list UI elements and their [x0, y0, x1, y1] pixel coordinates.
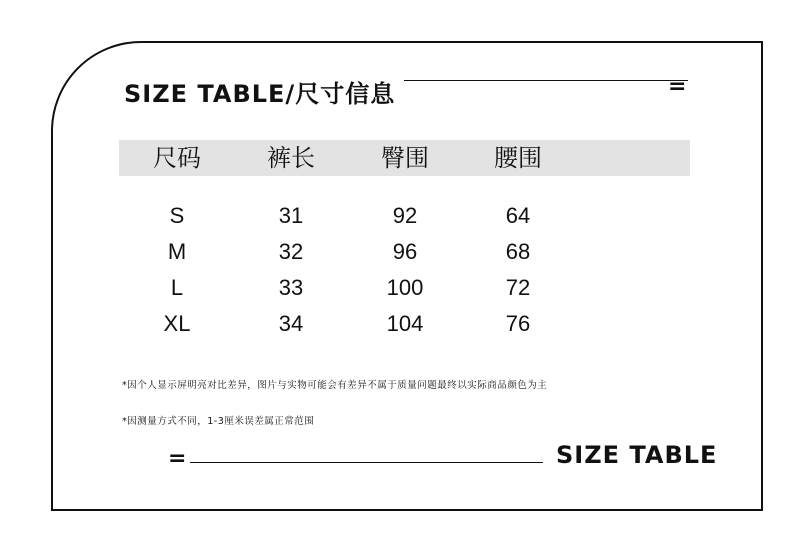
equals-mark-top: = — [668, 74, 687, 99]
header-size: 尺码 — [153, 144, 201, 172]
table-row — [0, 198, 808, 234]
cell-waist: 72 — [505, 275, 531, 300]
cell-size: L — [170, 275, 184, 300]
note-measurement-error: *因测量方式不同，1-3厘米误差属正常范围 — [122, 416, 315, 427]
cell-length: 32 — [278, 239, 304, 264]
table-row — [0, 234, 808, 270]
equals-mark-bottom: = — [168, 446, 187, 471]
header-waist: 腰围 — [494, 144, 542, 172]
cell-hip: 96 — [392, 239, 418, 264]
header-length: 裤长 — [267, 144, 315, 172]
bottom-title: SIZE TABLE — [556, 441, 718, 469]
cell-size: S — [169, 203, 185, 228]
cell-hip: 92 — [392, 203, 418, 228]
title-divider — [404, 80, 688, 81]
bottom-divider — [190, 462, 543, 463]
cell-waist: 64 — [505, 203, 531, 228]
cell-length: 34 — [278, 311, 304, 336]
cell-size: M — [167, 239, 187, 264]
cell-hip: 104 — [386, 311, 424, 336]
cell-length: 31 — [278, 203, 304, 228]
page-title: SIZE TABLE/尺寸信息 — [124, 80, 396, 108]
note-display-difference: *因个人显示屏明亮对比差异，图片与实物可能会有差异不属于质量问题最终以实际商品颜色为主 — [122, 380, 548, 391]
cell-waist: 68 — [505, 239, 531, 264]
cell-size: XL — [163, 311, 191, 336]
cell-waist: 76 — [505, 311, 531, 336]
table-row — [0, 270, 808, 306]
cell-length: 33 — [278, 275, 304, 300]
table-row — [0, 306, 808, 342]
header-hip: 臀围 — [381, 144, 429, 172]
cell-hip: 100 — [386, 275, 424, 300]
